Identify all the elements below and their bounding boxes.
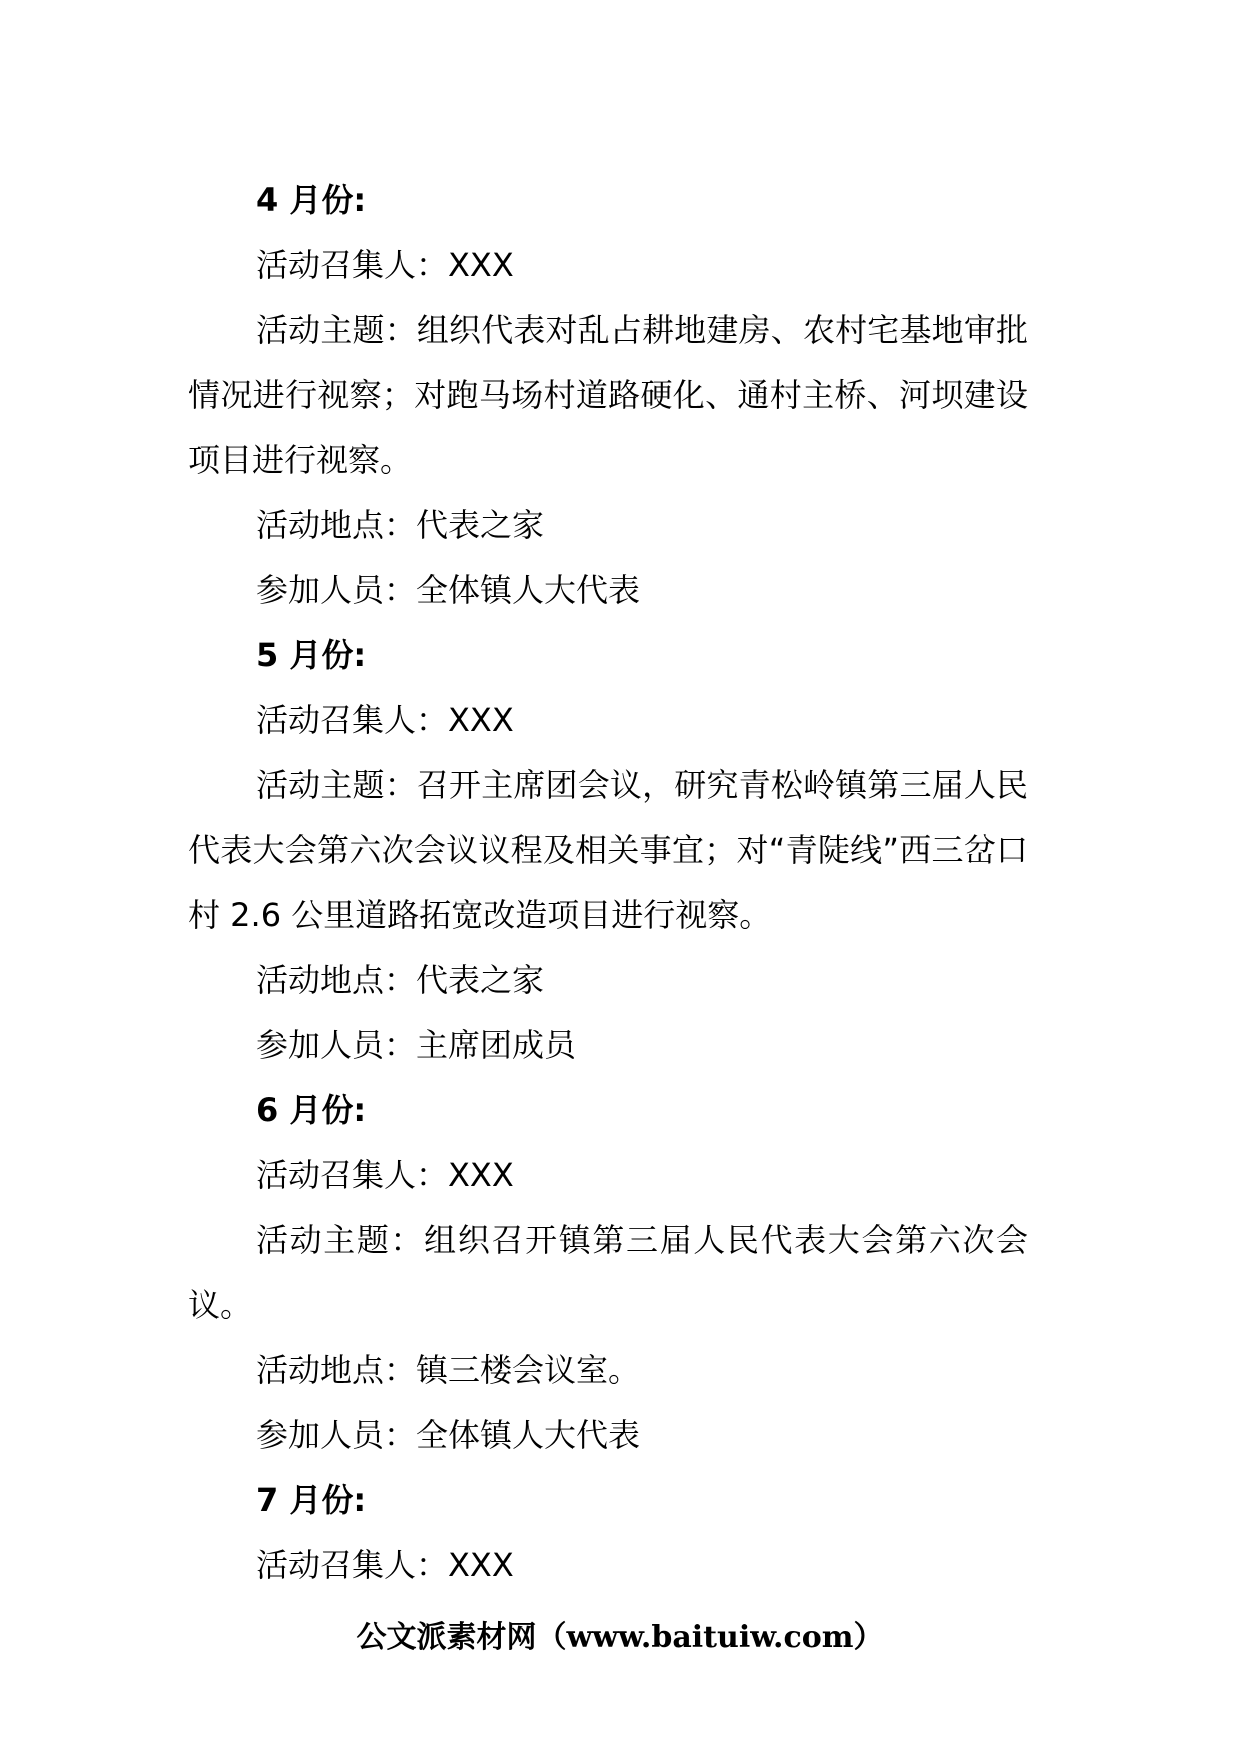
participants-line: 参加人员：主席团成员 <box>256 1026 577 1064</box>
month-heading-june: 6 月份: <box>256 1091 367 1129</box>
month-heading-may: 5 月份: <box>256 636 367 674</box>
month-heading-july: 7 月份: <box>256 1481 367 1519</box>
location-line: 活动地点：镇三楼会议室。 <box>256 1351 641 1389</box>
theme-paragraph: 活动主题：召开主席团会议，研究青松岭镇第三届人民代表大会第六次会议议程及相关事宜；对“青陡线”西三岔口村 2.6 公里道路拓宽改造项目进行视察。 <box>188 766 1028 934</box>
footer-watermark: 公文派素材网（www.baituiw.com） <box>356 1620 884 1655</box>
participants-line: 参加人员：全体镇人大代表 <box>256 1416 641 1454</box>
theme-paragraph: 活动主题：组织召开镇第三届人民代表大会第六次会议。 <box>188 1221 1028 1324</box>
month-heading-april: 4 月份: <box>256 181 367 219</box>
convener-line: 活动召集人：XXX <box>256 701 514 739</box>
convener-line: 活动召集人：XXX <box>256 1546 514 1584</box>
location-line: 活动地点：代表之家 <box>256 961 545 999</box>
theme-paragraph: 活动主题：组织代表对乱占耕地建房、农村宅基地审批情况进行视察；对跑马场村道路硬化、通村主桥、河坝建设项目进行视察。 <box>188 311 1028 479</box>
participants-line: 参加人员：全体镇人大代表 <box>256 571 641 609</box>
convener-line: 活动召集人：XXX <box>256 1156 514 1194</box>
location-line: 活动地点：代表之家 <box>256 506 545 544</box>
document-body <box>188 168 1028 1598</box>
convener-line: 活动召集人：XXX <box>256 246 514 284</box>
